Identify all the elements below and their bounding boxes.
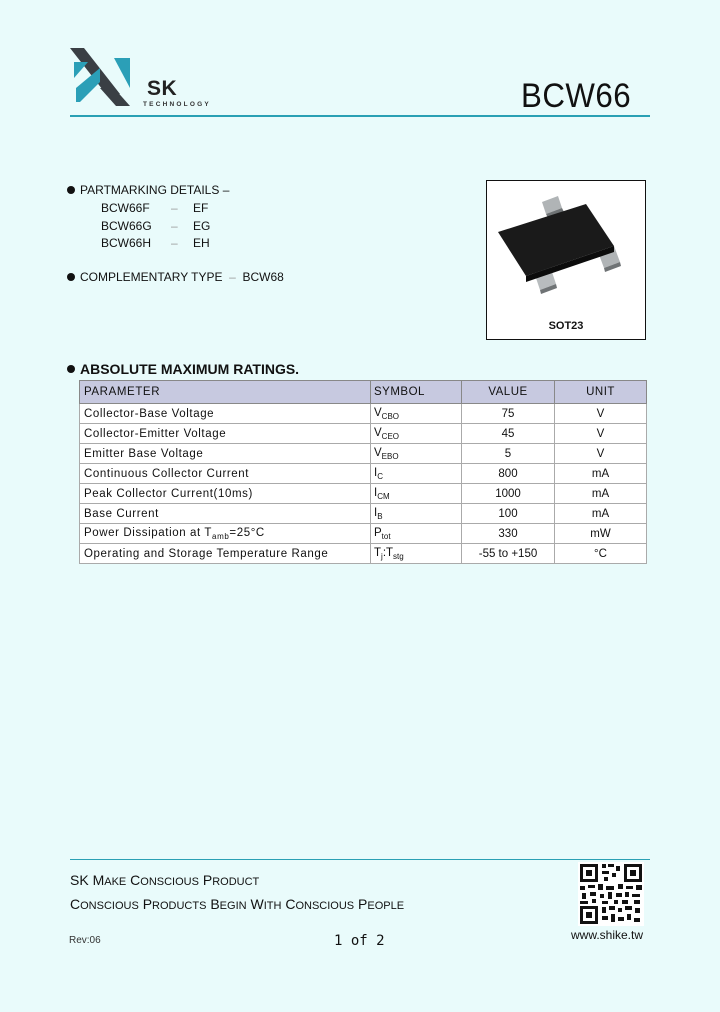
bullet-icon: [67, 186, 75, 194]
sk-logo-icon: [70, 48, 134, 110]
brand-name: SK: [147, 77, 178, 100]
qr-code-icon: [578, 862, 644, 926]
table-row: Continuous Collector Current $I_C$ 800 mA: [80, 464, 647, 484]
partmarking-row: BCW66H – EH: [101, 236, 210, 250]
table-row: Power Dissipation at $T_{amb}=25^\circ C$ $P_{tot}$ 330 mW: [80, 524, 647, 544]
package-label: SOT23: [548, 320, 584, 332]
brand-subtitle: TECHNOLOGY: [143, 101, 211, 108]
table-header-row: [80, 381, 647, 404]
column-header: PARAMETER: [80, 381, 371, 404]
ratings-heading: ABSOLUTE MAXIMUM RATINGS.: [67, 361, 299, 377]
part-number-title: BCW66: [521, 77, 632, 115]
table-row: Operating and Storage Temperature Range $T_j:T_{stg}$ -55 to +150 °C: [80, 544, 647, 564]
table-row: Collector-Base Voltage $V_{CBO}$ 75 V: [80, 404, 647, 424]
website-link[interactable]: www.shike.tw: [571, 928, 644, 942]
column-header: UNIT: [555, 381, 647, 404]
header-divider: [70, 115, 650, 117]
table-row: Emitter Base Voltage $V_{EBO}$ 5 V: [80, 444, 647, 464]
partmarking-heading: PARTMARKING DETAILS –: [67, 183, 229, 197]
bullet-icon: [67, 273, 75, 281]
partmarking-row: BCW66F – EF: [101, 201, 209, 215]
footer-divider: [70, 859, 650, 860]
table-row: Peak Collector Current(10ms) $I_{CM}$ 1000 mA: [80, 484, 647, 504]
table-row: Base Current $I_B$ 100 mA: [80, 504, 647, 524]
table-row: Collector-Emitter Voltage $V_{CEO}$ 45 V: [80, 424, 647, 444]
ratings-table: [79, 380, 647, 564]
complementary-type: COMPLEMENTARY TYPE – BCW68: [67, 270, 284, 284]
sot23-package-icon: [490, 190, 640, 305]
page-indicator: 1 of 2: [334, 933, 385, 949]
revision-label: Rev:06: [69, 935, 101, 946]
column-header: VALUE: [462, 381, 555, 404]
bullet-icon: [67, 365, 75, 373]
slogan-line-1: SK MAKE CONSCIOUS PRODUCT: [70, 872, 260, 888]
slogan-line-2: CONSCIOUS PRODUCTS BEGIN WITH CONSCIOUS PEOPLE: [70, 896, 405, 912]
partmarking-row: BCW66G – EG: [101, 219, 211, 233]
column-header: SYMBOL: [371, 381, 462, 404]
